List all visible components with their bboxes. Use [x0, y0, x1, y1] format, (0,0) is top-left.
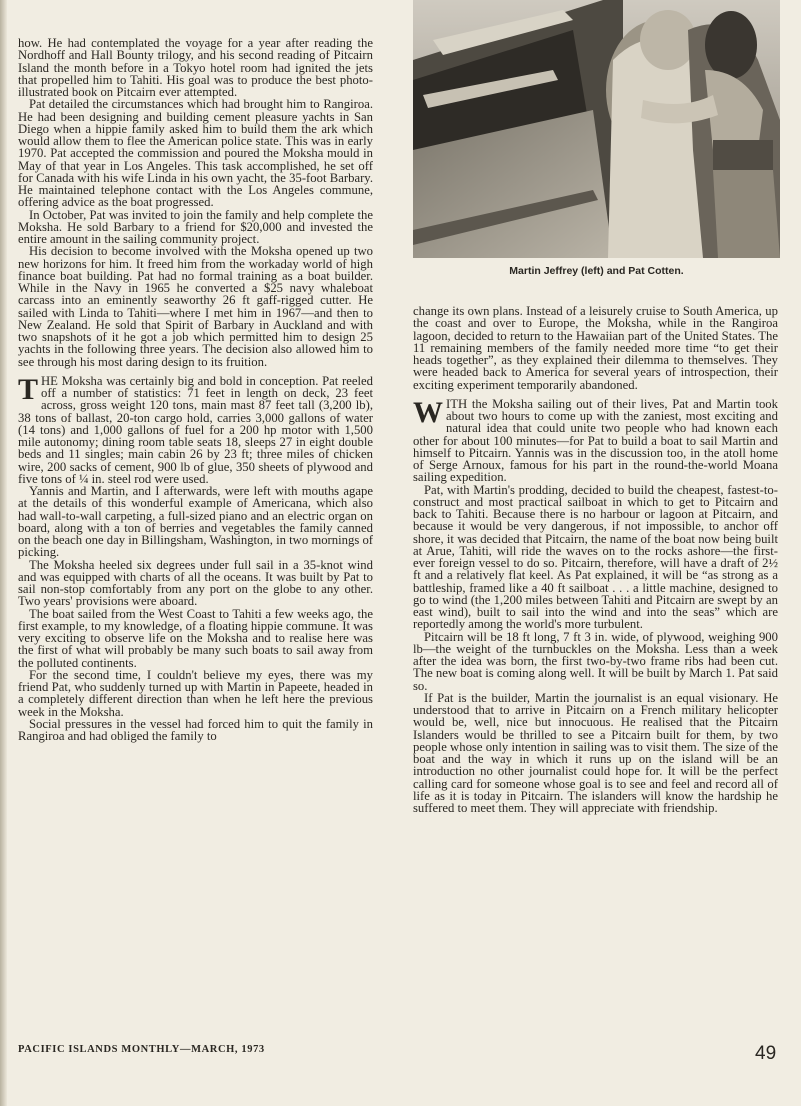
drop-cap: W: [413, 395, 443, 429]
article-paragraph: For the second time, I couldn't believe my eyes, there was my friend Pat, who suddenly turned up with Martin in Papeete, headed in a completely different direction than when he left here the previous week in the Moksha.: [18, 667, 373, 719]
article-paragraph-text: ITH the Moksha sailing out of their lives, Pat and Martin took about two hours to come up with the zaniest, most exciting and natural idea that could unite two people who had known each other for about 100 minutes—for Pat to build a boat to sail Martin and himself to Pitcairn. Yannis was in the discussion too, in the atoll home of Serge Arnoux, famous for his part in the round-the-world Moana sailing expedition.: [413, 396, 778, 485]
article-paragraph-dropcap: [18, 372, 373, 486]
left-article-column: [18, 37, 373, 742]
right-article-column: [413, 305, 778, 814]
article-paragraph: If Pat is the builder, Martin the journalist is an equal visionary. He understood that to arrive in Pitcairn on a French military helicopter would be, well, nice but innocuous. He realised that the Pitcairn Islanders would be thrilled to see a Pitcairn built for them, by two people whose only intention in sailing was to visit them. The size of the boat and the way in which it runs up on the island will be an introduction no other journalist could hope for. It will be the perfect calling card for someone whose goal is to see and feel and record all of life as it is today in Pitcairn. The islanders will know the hardship he suffered to meet them. They will appreciate with friendship.: [413, 690, 778, 815]
publication-footer: PACIFIC ISLANDS MONTHLY—MARCH, 1973: [18, 1044, 265, 1055]
article-paragraph: Pat, with Martin's prodding, decided to build the cheapest, fastest-to-construct and most practical sailboat in which to get to Pitcairn and back to Tahiti. Because there is no harbour or lagoon at Pitcairn, and because it would be very dangerous, if not impossible, to anchor off shore, it was decided that Pitcairn, the name of the boat now being built at Arue, Tahiti, will ride the waves on to the rocks ashore—the first-ever foreign vessel to do so. Pitcairn, therefore, will have a draft of 2½ ft and a relatively flat keel. As Pat explained, it will be “as strong as a battleship, framed like a 40 ft sailboat . . . a little machine, designed to go to wind (the 1,200 miles between Tahiti and Pitcairn are swept by an east wind), built to sail into the wind and into the seas” which are reportedly among the world's more turbulent.: [413, 482, 778, 632]
drop-cap: T: [18, 372, 39, 406]
page-number: 49: [755, 1043, 777, 1064]
article-paragraph: Social pressures in the vessel had forced him to quit the family in Rangiroa and had obliged the family to: [18, 716, 373, 743]
article-paragraph: The Moksha heeled six degrees under full sail in a 35-knot wind and was equipped with charts of all the oceans. It was built by Pat to sail non-stop comfortably from any port on the globe to any other. Two years' provisions were aboard.: [18, 557, 373, 609]
article-paragraph-dropcap: [413, 395, 778, 485]
article-paragraph: how. He had contemplated the voyage for a year after reading the Nordhoff and Hall Bounty trilogy, and his second reading of Pitcairn Island the month before in a Tokyo hotel room had ignited the jets that propelled him to Tahiti. His goal was to produce the best photo-illustrated book on Pitcairn ever attempted.: [18, 36, 373, 99]
article-paragraph: The boat sailed from the West Coast to Tahiti a few weeks ago, the first example, to my knowledge, of a floating hippie commune. It was very exciting to observe life on the Moksha and to realise here was the first of what will probably be many such boats to sail away from the polluted continents.: [18, 606, 373, 670]
article-paragraph: Yannis and Martin, and I afterwards, were left with mouths agape at the details of this wonderful example of Americana, which also had wall-to-wall carpeting, a full-sized piano and an electric organ on board, along with a ton of berries and vegetables the family canned on the beach one day in Billingsham, Washington, in two mornings of picking.: [18, 484, 374, 560]
article-paragraph: In October, Pat was invited to join the family and help complete the Moksha. He sold Barbary to a friend for $20,000 and invested the entire amount in the sailing community project.: [18, 207, 373, 246]
article-paragraph-text: HE Moksha was certainly big and bold in conception. Pat reeled off a number of statistics: 71 feet in length on deck, 23 feet across, gross weight 120 tons, main mast 87 feet tall (3,200 lb), 38 tons of ballast, 20-ton cargo hold, carries 3,000 gallons of water (14 tons) and 1,000 gallons of fuel for a 200 hp motor with 1,500 mile autonomy; dining room table seats 18, sleeps 27 in eight double beds and 11 singles; main cabin 26 by 23 ft; three miles of chicken wire, 200 sacks of cement, 900 lb of glue, 350 sheets of plywood and five tons of ¼ in. steel rod were used.: [18, 373, 373, 486]
page-spine-shadow: [0, 0, 7, 1106]
article-paragraph: Pitcairn will be 18 ft long, 7 ft 3 in. wide, of plywood, weighing 900 lb—the weight of the turnbuckles on the Moksha. Less than a week after the idea was born, the first two-by-two frame ribs had been cut. The new boat is coming along well. It will be built by March 1. Pat said so.: [413, 629, 778, 693]
article-paragraph: change its own plans. Instead of a leisurely cruise to South America, up the coast and over to Europe, the Moksha, while in the Rangiroa lagoon, decided to return to the Hawaiian part of the United States. The 11 remaining members of the family needed more time “to get their heads together”, as they explained their dilemma to themselves. They were headed back to America for several years of introspection, their exciting experiment temporarily abandoned.: [413, 304, 778, 392]
article-paragraph: His decision to become involved with the Moksha opened up two new horizons for him. It freed him from the workaday world of high finance boat building. Pat had no formal training as a boat builder. While in the Navy in 1965 he converted a $25 navy whaleboat carcass into an eminently seaworthy 26 ft gaff-rigged cutter. He sailed with Linda to Tahiti—where I met him in 1967—and then to New Zealand. He sold that Spirit of Barbary in Auckland and with two snapshots of it he got a job which permitted him to design 25 yachts in the following three years. The decision also allowed him to see through his most daring design to its fruition.: [18, 244, 373, 369]
photo-martin-and-pat: [413, 0, 780, 258]
photo-caption: Martin Jeffrey (left) and Pat Cotten.: [509, 265, 684, 277]
article-paragraph: Pat detailed the circumstances which had brought him to Rangiroa. He had been designing and building cement pleasure yachts in San Diego when a hippie family asked him to build them the ark which would allow them to flee the American police state. This was in early 1970. Pat accepted the commission and poured the Moksha mould in May of that year in Los Angeles. This task accomplished, he set off for Canada with his wife Linda in his own yacht, the 35-foot Barbary. He maintained telephone contact with the Los Angeles commune, offering advice as the boat progressed.: [18, 97, 373, 210]
photo-image: [413, 0, 780, 258]
